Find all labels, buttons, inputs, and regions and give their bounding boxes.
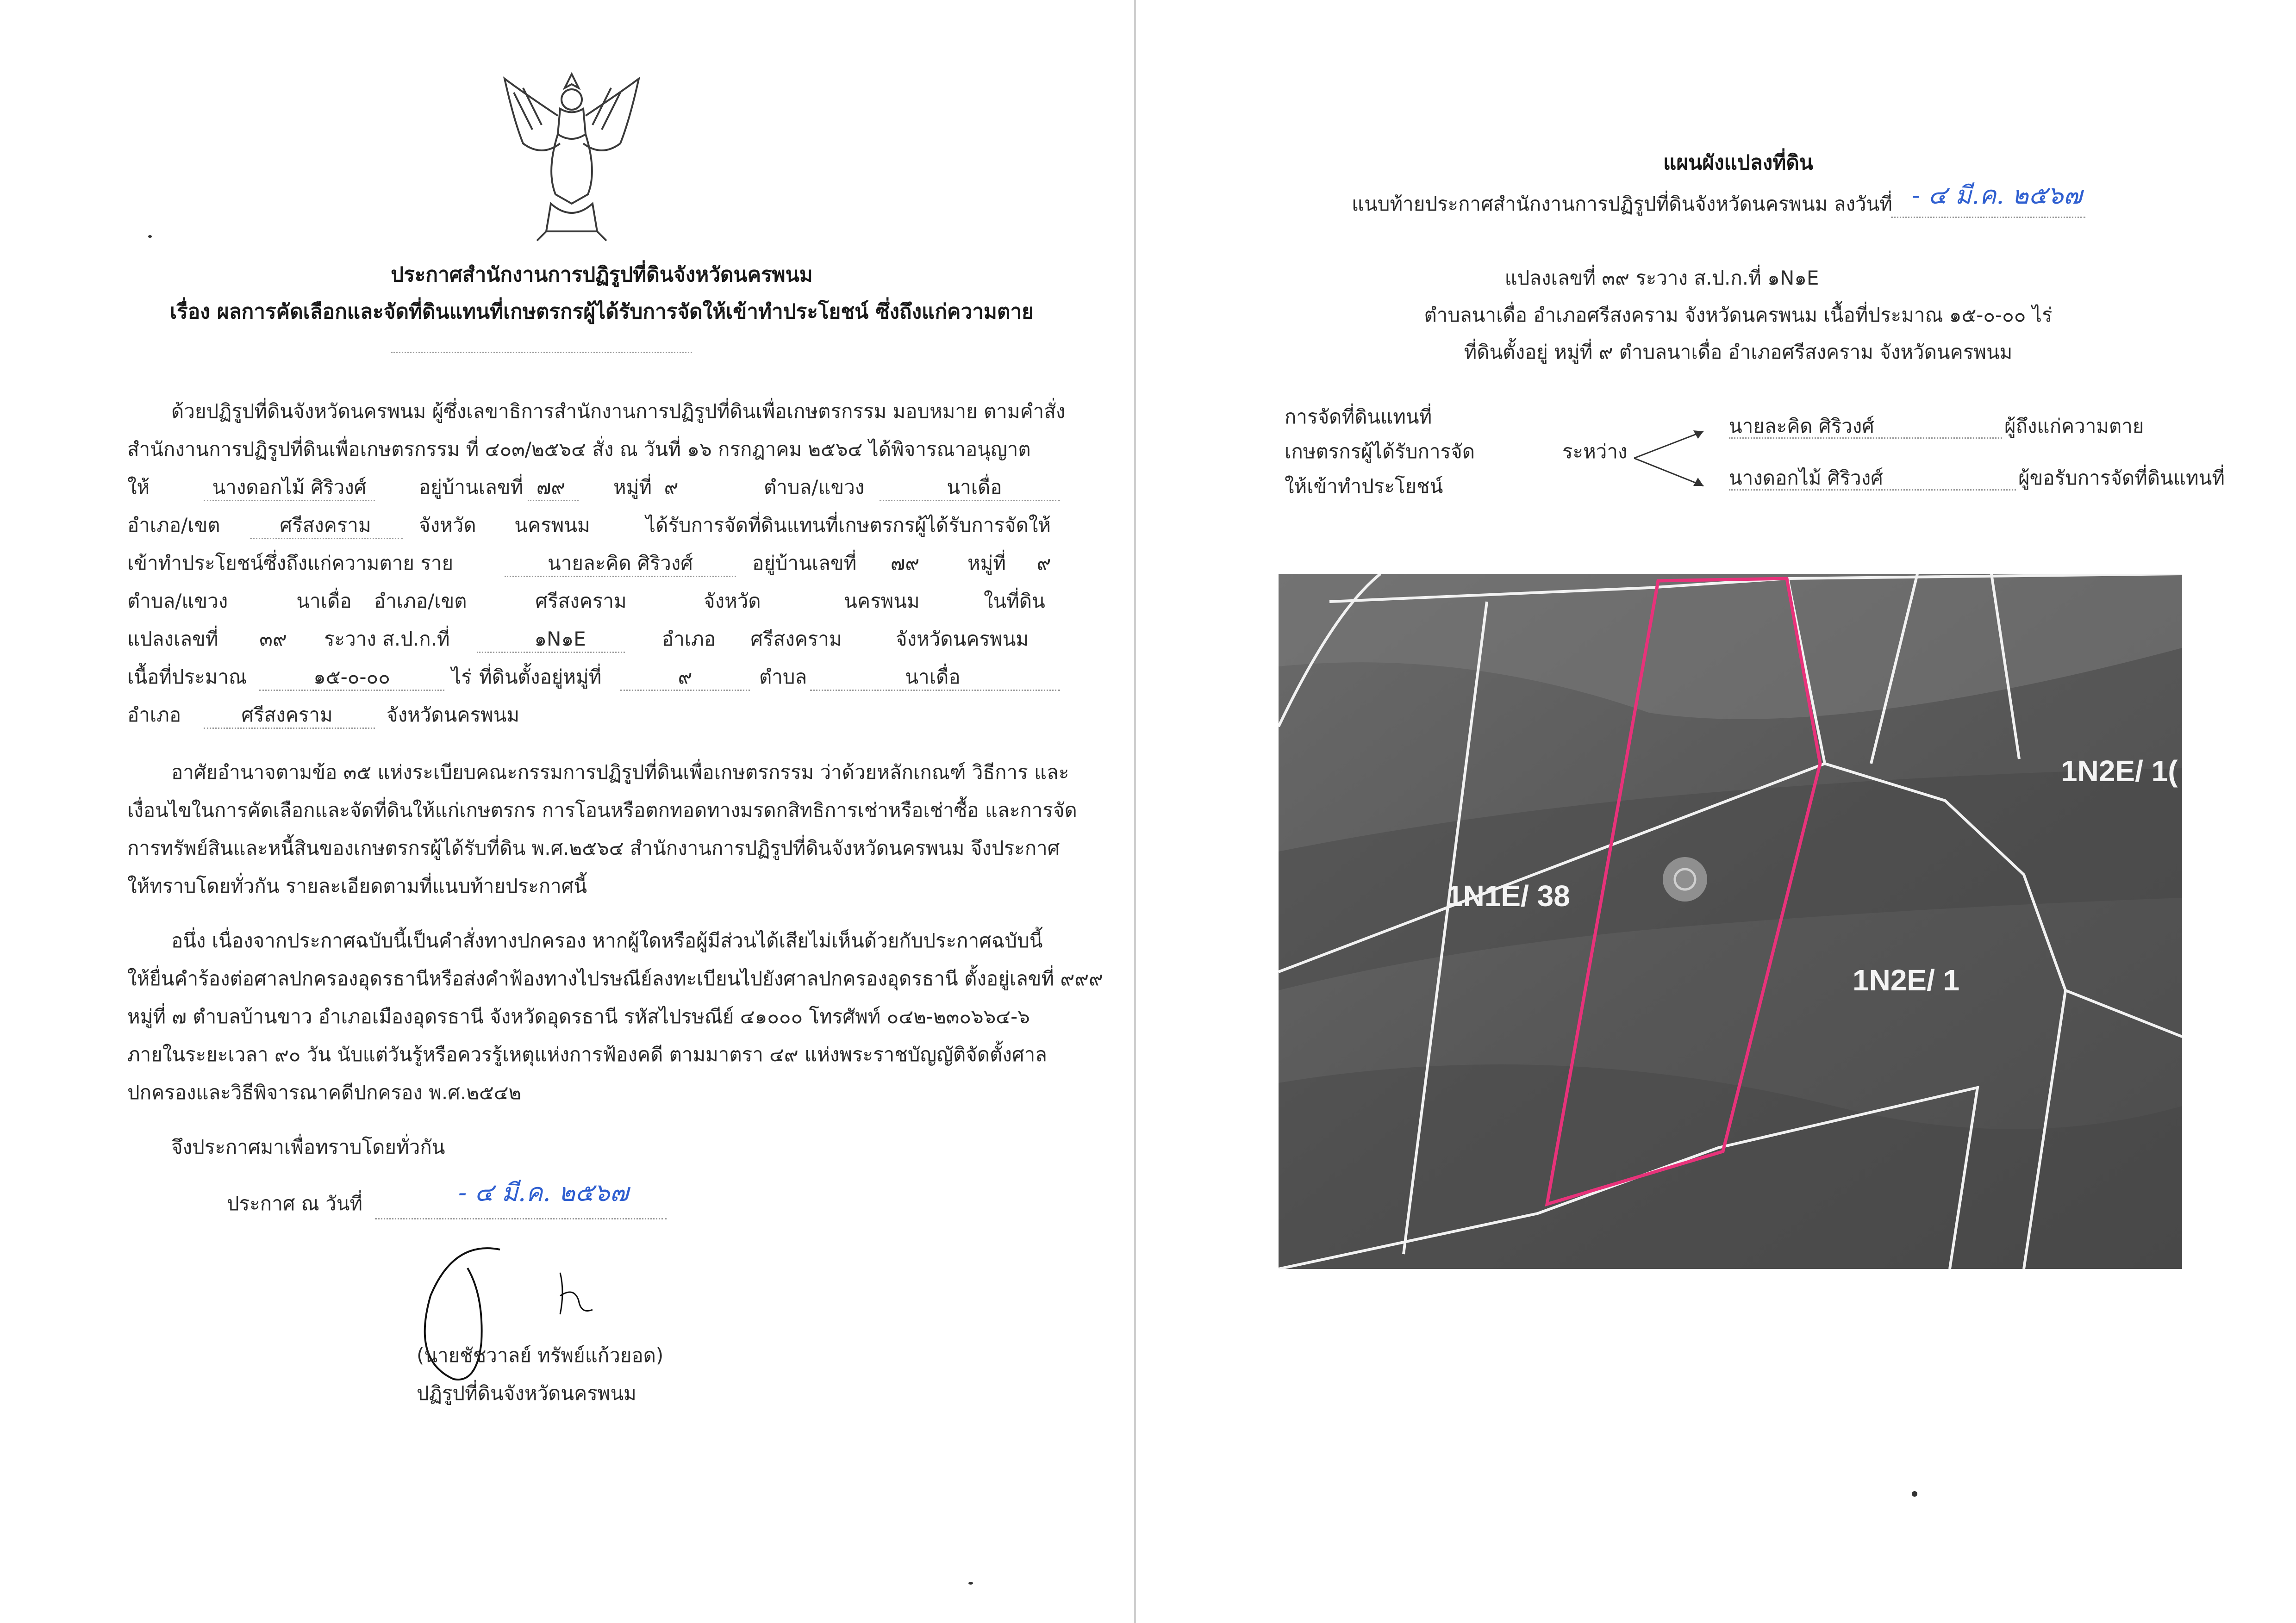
plot-info-line3: ที่ดินตั้งอยู่ หมู่ที่ ๙ ตำบลนาเดื่อ อำเภอศรีสงคราม จังหวัดนครพนม (1464, 341, 2013, 363)
scan-speck (148, 235, 152, 238)
attach-date: - ๔ มี.ค. ๒๕๖๗ (1912, 180, 2083, 210)
p1-line4-amphoe-label: อำเภอ/เขต (127, 514, 220, 536)
p1-line9-province: จังหวัดนครพนม (387, 703, 520, 726)
title-separator (391, 352, 692, 353)
fill-line (880, 500, 1060, 501)
announcement-subject: เรื่อง ผลการคัดเลือกและจัดที่ดินแทนที่เกษตรกรผู้ได้รับการจัดให้เข้าทำประโยชน์ ซึ่งถึงแก่ความตาย (170, 300, 1034, 323)
scan-speck (1912, 1491, 1917, 1497)
plot-moo: ๙ (678, 665, 693, 688)
map-label-1n1e-38: 1N1E/ 38 (1447, 879, 1570, 913)
fill-line (620, 690, 750, 691)
grantee-name: นางดอกไม้ ศิริวงศ์ (212, 476, 367, 498)
signer-title: ปฏิรูปที่ดินจังหวัดนครพนม (417, 1382, 636, 1405)
plot-tambon: นาเดื่อ (905, 665, 961, 688)
grantee-house-no: ๗๙ (536, 476, 566, 498)
p1-line8-rai: ไร่ (451, 665, 472, 688)
p1-line3-house-label: อยู่บ้านเลขที่ (419, 476, 524, 498)
p2-line2: เงื่อนไขในการคัดเลือกและจัดที่ดินให้แก่เกษตรกร การโอนหรือตกทอดทางมรดกสิทธิการเช่าหรือเช่าซื้อ และการจัด (127, 799, 1077, 821)
closing-statement: จึงประกาศมาเพื่อทราบโดยทั่วกัน (171, 1136, 445, 1158)
p1-line4-tail: ได้รับการจัดที่ดินแทนที่เกษตรกรผู้ได้รับการจัดให้ (646, 514, 1051, 536)
signer-name: (นายชัชวาลย์ ทรัพย์แก้วยอด) (417, 1344, 664, 1367)
page-divider (1134, 0, 1136, 1623)
garuda-emblem (495, 65, 648, 245)
grantee-tambon: นาเดื่อ (947, 476, 1002, 498)
p1-line8-moo-label: ที่ดินตั้งอยู่หมู่ที่ (479, 665, 602, 688)
p1-line1: ด้วยปฏิรูปที่ดินจังหวัดนครพนม ผู้ซึ่งเลขาธิการสำนักงานการปฏิรูปที่ดินเพื่อเกษตรกรรม มอบหมาย ตามคำสั่ง (171, 400, 1066, 423)
deceased-amphoe: ศรีสงคราม (535, 590, 627, 612)
p1-line2: สำนักงานการปฏิรูปที่ดินเพื่อเกษตรกรรม ที่ ๔๐๓/๒๕๖๔ สั่ง ณ วันที่ ๑๖ กรกฎาคม ๒๕๖๔ ได้พิจารณาอนุญาต (127, 438, 1031, 460)
p1-line5-label: เข้าทำประโยชน์ซึ่งถึงแก่ความตาย ราย (127, 552, 454, 574)
p1-line7-sheet-label: ระวาง ส.ป.ก.ที่ (324, 628, 450, 650)
person1-role: ผู้ถึงแก่ความตาย (2004, 415, 2144, 437)
fill-line (810, 690, 1060, 691)
deceased-province: นครพนม (844, 590, 920, 612)
deceased-house-no: ๗๙ (890, 552, 920, 574)
p1-line5-moo-label: หมู่ที่ (967, 552, 1006, 574)
p3-line2: ให้ยื่นคำร้องต่อศาลปกครองอุดรธานีหรือส่งคำฟ้องทางไปรษณีย์ลงทะเบียนไปยังศาลปกครองอุดรธานี ตั้งอยู่เลขที่ ๙๙๙ (127, 967, 1103, 990)
plot-amphoe-2: ศรีสงคราม (241, 703, 333, 726)
map-label-1n2e-1: 1N2E/ 1 (1853, 964, 1960, 997)
map-title: แผนผังแปลงที่ดิน (1663, 151, 1813, 174)
announce-date-label: ประกาศ ณ วันที่ (227, 1192, 363, 1215)
attach-label: แนบท้ายประกาศสำนักงานการปฏิรูปที่ดินจังหวัดนครพนม ลงวันที่ (1352, 193, 1892, 215)
p3-line1: อนึ่ง เนื่องจากประกาศฉบับนี้เป็นคำสั่งทางปกครอง หากผู้ใดหรือผู้มีส่วนได้เสียไม่เห็นด้วยกับประกาศฉบับนี้ (171, 929, 1043, 952)
plot-info-line2: ตำบลนาเดื่อ อำเภอศรีสงคราม จังหวัดนครพนม เนื้อที่ประมาณ ๑๕-๐-๐๐ ไร่ (1424, 304, 2053, 326)
p1-line4-province-label: จังหวัด (419, 514, 476, 536)
p2-line3: การทรัพย์สินและหนี้สินของเกษตรกรผู้ได้รับที่ดิน พ.ศ.๒๕๖๔ สำนักงานการปฏิรูปที่ดินจังหวัดนครพนม จึงประกาศ (127, 837, 1060, 859)
plot-number: ๓๙ (259, 628, 287, 650)
date-fill-line (1891, 217, 2085, 218)
person2-name: นางดอกไม้ ศิริวงศ์ (1729, 466, 1883, 489)
allocation-label-2: เกษตรกรผู้ได้รับการจัด (1285, 440, 1475, 463)
fill-line (250, 538, 403, 539)
p3-line5: ปกครองและวิธีพิจารณาคดีปกครอง พ.ศ.๒๕๔๒ (127, 1081, 522, 1104)
sheet-number: ๑N๑E (534, 628, 586, 650)
grantee-province: นครพนม (514, 514, 590, 536)
deceased-name: นายละคิด ศิริวงศ์ (548, 552, 693, 574)
fill-line (259, 690, 444, 691)
p1-line6-province-label: จังหวัด (704, 590, 761, 612)
p1-line3-moo-label: หมู่ที่ (613, 476, 652, 498)
person1-name: นายละคิด ศิริวงศ์ (1729, 415, 1874, 437)
p3-line3: หมู่ที่ ๗ ตำบลบ้านขาว อำเภอเมืองอุดรธานี จังหวัดอุดรธานี รหัสไปรษณีย์ ๔๑๐๐๐ โทรศัพท์ ๐๔๒-๒๓๐๖๖๔-๖ (127, 1005, 1030, 1028)
p1-line9-amphoe-label: อำเภอ (127, 703, 181, 726)
p1-line6-land-label: ในที่ดิน (984, 590, 1045, 612)
p1-line6-amphoe-label: อำเภอ/เขต (374, 590, 467, 612)
fill-line (477, 652, 625, 653)
map-label-1n2e-10: 1N2E/ 1( (2061, 754, 2178, 788)
fill-line (204, 728, 375, 729)
p2-line4: ให้ทราบโดยทั่วกัน รายละเอียดตามที่แนบท้ายประกาศนี้ (127, 875, 587, 897)
grantee-moo: ๙ (664, 476, 679, 498)
fill-line (204, 500, 375, 501)
fill-line (1729, 489, 2016, 491)
p3-line4: ภายในระยะเวลา ๙๐ วัน นับแต่วันรู้หรือควรรู้เหตุแห่งการฟ้องคดี ตามมาตรา ๔๙ แห่งพระราชบัญญัติจัดตั้งศาล (127, 1043, 1047, 1066)
scan-speck (968, 1582, 973, 1585)
date-fill-line (375, 1218, 667, 1219)
allocation-label-3: ให้เข้าทำประโยชน์ (1285, 475, 1443, 497)
p1-line8-area-label: เนื้อที่ประมาณ (127, 665, 247, 688)
p1-line7-plot-label: แปลงเลขที่ (127, 628, 218, 650)
between-label: ระหว่าง (1562, 440, 1628, 463)
fill-line (505, 576, 736, 577)
announcement-title: ประกาศสำนักงานการปฏิรูปที่ดินจังหวัดนครพนม (391, 263, 813, 286)
p1-line5-house-label: อยู่บ้านเลขที่ (752, 552, 857, 574)
allocation-label-1: การจัดที่ดินแทนที่ (1285, 405, 1432, 428)
fill-line (1729, 437, 2002, 439)
between-arrows (1634, 421, 1717, 495)
deceased-tambon: นาเดื่อ (296, 590, 352, 612)
fill-line (528, 500, 579, 501)
p1-line8-tambon-label: ตำบล (759, 665, 807, 688)
p1-line3-label: ให้ (127, 476, 150, 498)
grantee-amphoe: ศรีสงคราม (280, 514, 371, 536)
plot-aerial-map (1279, 574, 2182, 1269)
p1-line6-tambon-label: ตำบล/แขวง (127, 590, 228, 612)
announce-date-value: - ๔ มี.ค. ๒๕๖๗ (458, 1178, 629, 1207)
p1-line7-amphoe-label: อำเภอ (662, 628, 716, 650)
deceased-moo: ๙ (1036, 552, 1051, 574)
p1-line7-province: จังหวัดนครพนม (896, 628, 1029, 650)
plot-area: ๑๕-๐-๐๐ (313, 665, 390, 688)
person2-role: ผู้ขอรับการจัดที่ดินแทนที่ (2018, 466, 2225, 489)
p1-line3-tambon-label: ตำบล/แขวง (764, 476, 865, 498)
plot-info-line1: แปลงเลขที่ ๓๙ ระวาง ส.ป.ก.ที่ ๑N๑E (1504, 267, 1819, 289)
p2-line1: อาศัยอำนาจตามข้อ ๓๕ แห่งระเบียบคณะกรรมการปฏิรูปที่ดินเพื่อเกษตรกรรม ว่าด้วยหลักเกณฑ์ วิธีการ และ (171, 761, 1069, 784)
plot-amphoe: ศรีสงคราม (750, 628, 842, 650)
